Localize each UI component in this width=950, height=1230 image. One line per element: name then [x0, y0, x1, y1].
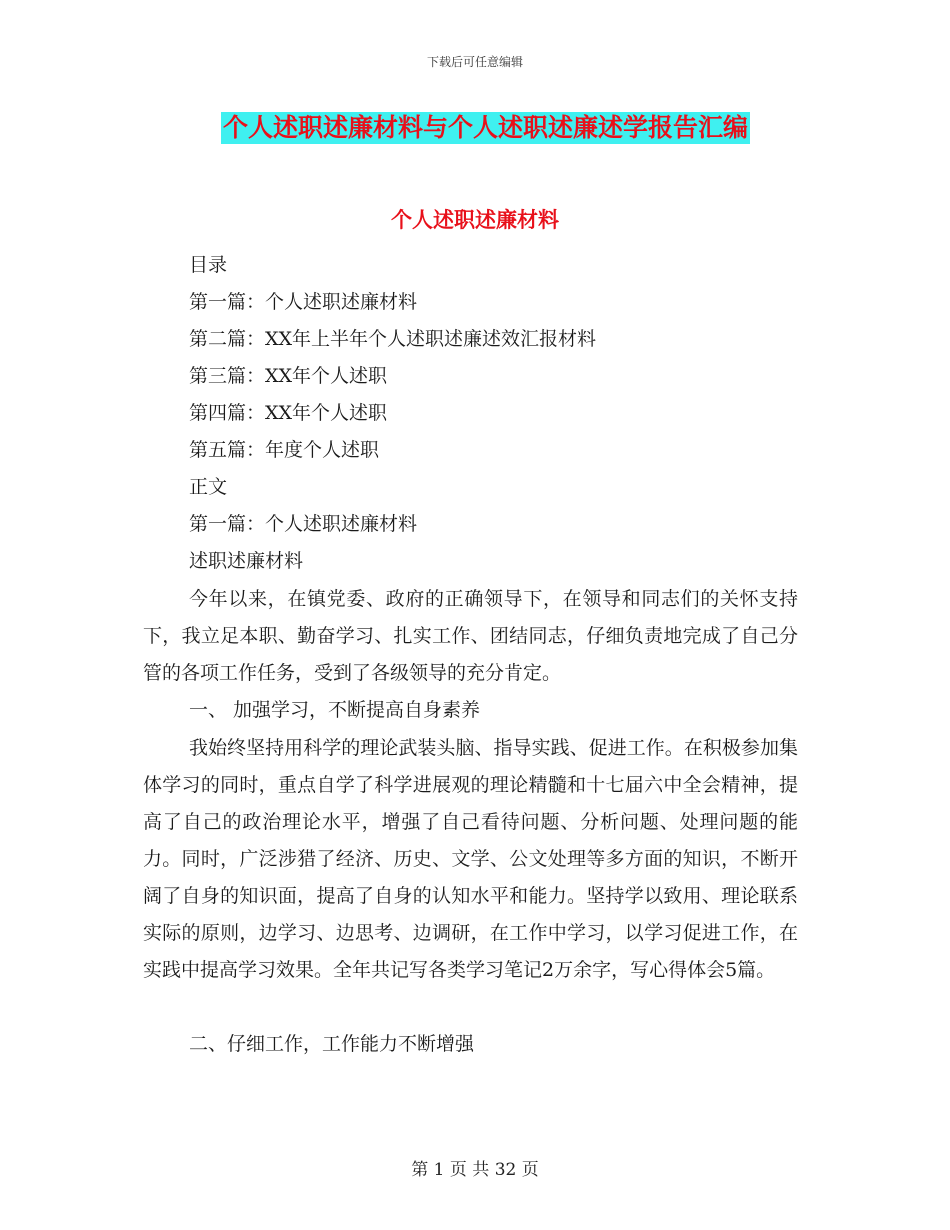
intro-paragraph: 今年以来，在镇党委、政府的正确领导下，在领导和同志们的关怀支持下，我立足本职、勤奋学习、扎实工作、团结同志，仔细负责地完成了自己分管的各项工作任务，受到了各级领导的充分肯定。: [143, 588, 798, 684]
section-1-paragraph: 我始终坚持用科学的理论武装头脑、指导实践、促进工作。在积极参加集体学习的同时，重点自学了科学进展观的理论精髓和十七届六中全会精神，提高了自己的政治理论水平，增强了自己看待问题、分析问题、处理问题的能力。同时，广泛涉猎了经济、历史、文学、公文处理等多方面的知识，不断开阔了自身的知识面，提高了自身的认知水平和能力。坚持学以致用、理论联系实际的原则，边学习、边思考、边调研，在工作中学习，以学习促进工作，在实践中提高学习效果。全年共记写各类学习笔记2万余字，写心得体会5篇。: [143, 737, 798, 981]
toc-item-5: 第五篇：年度个人述职: [189, 439, 380, 461]
toc-label: 目录: [189, 254, 228, 276]
toc-item-4: 第四篇：XX年个人述职: [189, 402, 388, 424]
header-note: 下载后可任意编辑: [426, 55, 523, 69]
section-2-title: 二、仔细工作，工作能力不断增强: [189, 1033, 475, 1055]
section-1-title: 一、 加强学习，不断提高自身素养: [189, 699, 481, 721]
body-label: 正文: [189, 476, 228, 498]
doc-title: 述职述廉材料: [189, 550, 304, 572]
page-footer: 第 1 页 共 32 页: [411, 1160, 539, 1180]
toc-item-1: 第一篇：个人述职述廉材料: [189, 291, 418, 313]
chapter-title: 第一篇：个人述职述廉材料: [189, 513, 418, 535]
toc-item-2: 第二篇：XX年上半年个人述职述廉述效汇报材料: [189, 328, 597, 350]
main-title: 个人述职述廉材料与个人述职述廉述学报告汇编: [223, 113, 749, 142]
toc-item-3: 第三篇：XX年个人述职: [189, 365, 388, 387]
sub-title: 个人述职述廉材料: [391, 208, 559, 232]
